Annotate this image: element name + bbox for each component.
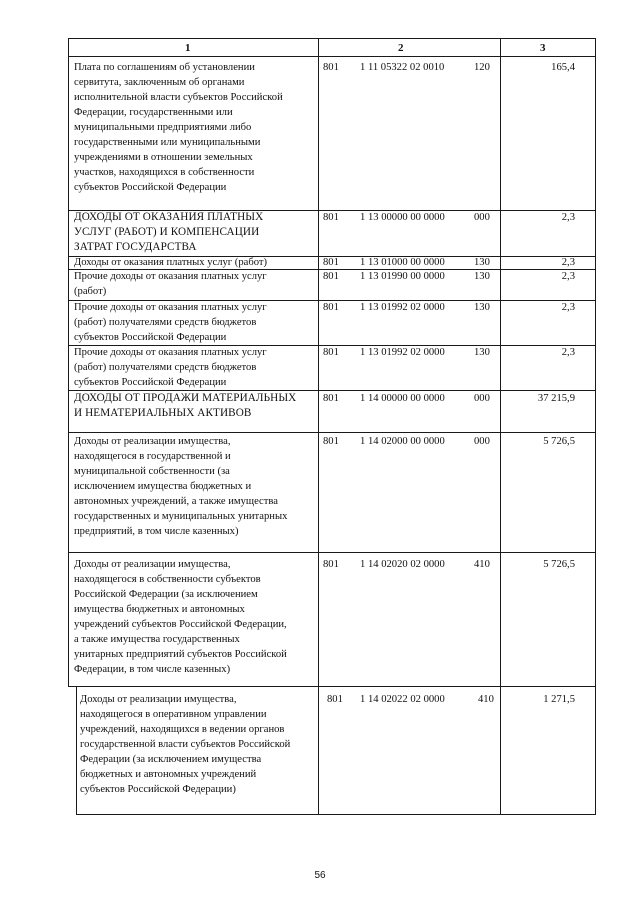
header-col-1: 1: [185, 42, 191, 54]
row-3-label: Прочие доходы от оказания платных услуг (работ): [74, 271, 267, 297]
row-2-code: 1 13 01000 00 0000: [360, 257, 445, 268]
row-5-label: Прочие доходы от оказания платных услуг (работ) получателями средств бюджетов субъектов Российской Федерации: [74, 347, 267, 388]
row-0-code: 1 11 05322 02 0010: [360, 62, 445, 73]
row-8-value: 5 726,5: [543, 559, 575, 570]
row-3-code: 1 13 01990 00 0000: [360, 271, 445, 282]
row-6-kind: 000: [474, 393, 490, 404]
row-0-sub: 801: [323, 62, 339, 73]
row-6-sub: 801: [323, 393, 339, 404]
row-8-kind: 410: [474, 559, 490, 570]
row-6-label: ДОХОДЫ ОТ ПРОДАЖИ МАТЕРИАЛЬНЫХ И НЕМАТЕРИАЛЬНЫХ АКТИВОВ: [74, 392, 297, 419]
row-2-label: Доходы от оказания платных услуг (работ): [74, 257, 268, 268]
row-7-code: 1 14 02000 00 0000: [360, 436, 445, 447]
row-8-label: Доходы от реализации имущества, находящегося в собственности субъектов Российской Федерации (за исключением имущества бюджетных и автономных учреждений субъектов Российской Федерации, а также имущества государственных унитарных предприятий субъектов Российской Федерации, в том числе казенных): [74, 559, 287, 675]
row-5-value: 2,3: [561, 347, 575, 358]
row-8-sub: 801: [323, 559, 339, 570]
row-7-value: 5 726,5: [543, 436, 575, 447]
row-5-kind: 130: [474, 347, 490, 358]
row-0-label: Плата по соглашениям об установлении сервитута, заключенным об органами исполнительной власти субъектов Российской Федерации, государственными или муниципальными предприятиями либо государственными или муниципальными учреждениями в отношении земельных участков, находящихся в собственности субъектов Российской Федерации: [74, 62, 283, 193]
row-2-value: 2,3: [561, 257, 575, 268]
row-4-code: 1 13 01992 02 0000: [360, 302, 445, 313]
row-7-sub: 801: [323, 436, 339, 447]
row-6-code: 1 14 00000 00 0000: [360, 393, 445, 404]
row-9-sub: 801: [327, 694, 343, 705]
row-4-sub: 801: [323, 302, 339, 313]
row-1-kind: 000: [474, 212, 490, 223]
row-4-label: Прочие доходы от оказания платных услуг (работ) получателями средств бюджетов субъектов Российской Федерации: [74, 302, 267, 343]
row-1-code: 1 13 00000 00 0000: [360, 212, 445, 223]
row-4-value: 2,3: [561, 302, 575, 313]
row-9-code: 1 14 02022 02 0000: [360, 694, 445, 705]
row-2-kind: 130: [474, 257, 490, 268]
row-6-value: 37 215,9: [537, 393, 575, 404]
row-0-value: 165,4: [551, 62, 575, 73]
row-4-kind: 130: [474, 302, 490, 313]
row-3-sub: 801: [323, 271, 339, 282]
row-1-label: ДОХОДЫ ОТ ОКАЗАНИЯ ПЛАТНЫХ УСЛУГ (РАБОТ) И КОМПЕНСАЦИИ ЗАТРАТ ГОСУДАРСТВА: [74, 211, 264, 253]
row-7-kind: 000: [474, 436, 490, 447]
row-5-sub: 801: [323, 347, 339, 358]
header-col-3: 3: [540, 42, 546, 54]
row-3-value: 2,3: [561, 271, 575, 282]
row-5-code: 1 13 01992 02 0000: [360, 347, 445, 358]
header-col-2: 2: [398, 42, 404, 54]
row-1-sub: 801: [323, 212, 339, 223]
row-2-sub: 801: [323, 257, 339, 268]
page-number: 56: [314, 870, 326, 881]
row-9-label: Доходы от реализации имущества, находящегося в оперативном управлении учреждений, находящихся в ведении органов государственной власти субъектов Российской Федерации (за исключением имущества бюджетных и автономных учреждений субъектов Российской Федерации): [80, 694, 291, 795]
row-9-kind: 410: [478, 694, 494, 705]
row-7-label: Доходы от реализации имущества, находящегося в государственной и муниципальной собственности (за исключением имущества бюджетных и автономных учреждений, а также имущества государственных и муниципальных унитарных предприятий, в том числе казенных): [74, 436, 288, 537]
row-0-kind: 120: [474, 62, 490, 73]
row-9-value: 1 271,5: [543, 694, 575, 705]
row-1-value: 2,3: [561, 212, 575, 223]
row-3-kind: 130: [474, 271, 490, 282]
row-8-code: 1 14 02020 02 0000: [360, 559, 445, 570]
